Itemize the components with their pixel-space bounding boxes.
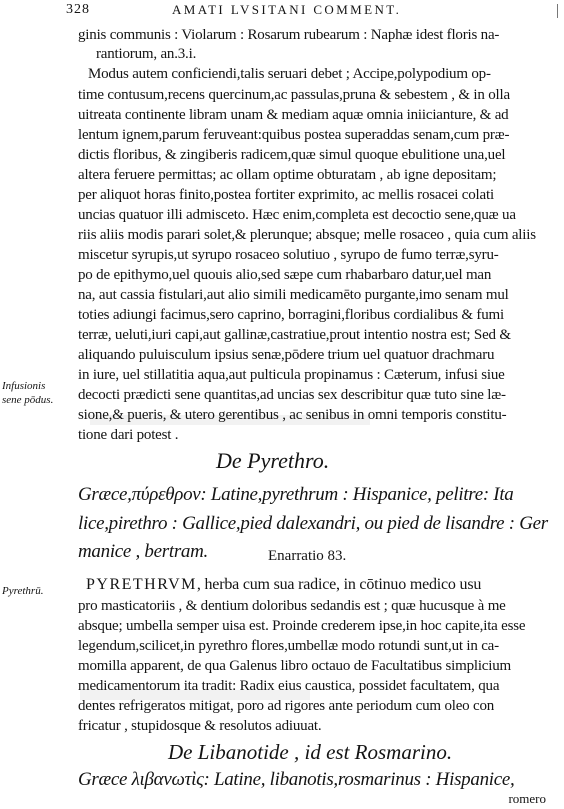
text-line: time contusum,recens quercinum,ac passulas,pruna & sebestem , & in olla [78, 87, 510, 103]
synonym-line: lice,pirethro : Gallice,pied dalexandri, ou pied de lisandre : Ger [78, 513, 548, 534]
text-line: uncias quatuor illi admisceto. Hæc enim,completa est decoctio sene,quæ ua [78, 207, 516, 223]
margin-note-line: sene pōdus. [2, 394, 54, 406]
text-line: toties adiungi facimus,sero caprino, borragini,floribus cordialibus & fumi [78, 307, 504, 323]
page-number: 328 [66, 2, 90, 17]
catchword: romero [508, 791, 546, 806]
text-line: pro masticatoriis , & dentium doloribus sedandis est ; quæ hucusque à me [78, 598, 506, 614]
synonym-line: Græce λιβανωτὶς: Latine, libanotis,rosmarinus : Hispanice, [78, 769, 515, 790]
text-line: absque; umbella semper uisa est. Proinde crederem ipse,in hoc capite,ita esse [78, 618, 526, 634]
text-line: medicamentorum ita tradit: Radix eius caustica, possidet facultatem, qua [78, 678, 500, 694]
text-line: miscetur syrupis,ut syrupo rosaceo solutiuo , syrupo de fumo terræ,syru- [78, 247, 499, 263]
text-line: decocti prædicti sene quantitas,ad uncias sex describitur quæ tuto sine læ- [78, 387, 506, 403]
text-line: na, aut cassia fistulari,aut alio simili medicamēto purgante,imo senam mul [78, 287, 509, 303]
drop-cap-word: PYRETHRVM [86, 576, 197, 593]
text-line: po de epithymo,uel quouis alio,sed sæpe cum rhabarbaro datur,uel man [78, 267, 492, 283]
synonym-line: manice , bertram. [78, 541, 208, 562]
text-line-rest: , herba cum sua radice, in cōtinuo medico usu [196, 576, 482, 593]
text-line: aliquando puluisculum ipsius senæ,pōdere trium uel quatuor drachmaru [78, 347, 495, 363]
text-line: momilla apparent, de qua Galenus libro octauo de Facultatibus simplicium [78, 658, 511, 674]
text-line: rantiorum, an.3.i. [96, 46, 197, 62]
margin-note-pyrethrum: Pyrethrū. [2, 585, 44, 597]
text-line: lentum ignem,parum feruveant:quibus postea superaddas senam,cum præ- [78, 127, 510, 143]
text-line: legendum,scilicet,in pyrethro flores,umbellæ modo rotundi sunt,ut in ca- [78, 638, 499, 654]
text-line: in iure, uel stillatitia aqua,aut pulticula propinamus : Cæterum, infusi siue [78, 367, 505, 383]
margin-note-line: Infusionis [2, 380, 46, 392]
text-line: altera feruere permittas; ac ollam optime obturatam , ab igne depositam; [78, 167, 497, 183]
enarratio-label: Enarratio 83. [268, 548, 347, 564]
text-line: uitreata continente libram unam & mediam aquæ omnia iniicianture, & ad [78, 107, 509, 123]
text-line: riis aliis modis parari solet,& plerunque; absque; melle rosaceo , quia cum aliis [78, 227, 536, 243]
section-heading-libanotis: De Libanotide , id est Rosmarino. [168, 740, 453, 764]
text-line: sione,& pueris, & utero gerentibus , ac senibus in omni temporis constitu- [78, 407, 507, 423]
synonym-line: Græce,πύρεθρον: Latine,pyrethrum : Hispanice, pelitre: Ita [78, 484, 514, 505]
text-line: terræ, ueluti,iuri capi,aut gallinæ,castratiue,prout intentio nostra est; Sed & [78, 327, 511, 343]
text-line: dictis floribus, & zingiberis radicem,quæ simul quoque ebulitione una,uel [78, 147, 506, 163]
text-line [86, 576, 481, 594]
margin-note-infusion [2, 379, 53, 407]
text-line: Modus autem conficiendi,talis seruari debet ; Accipe,polypodium op- [88, 66, 491, 82]
text-line: dentes refrigeratos mitigat, poro ad rigores ante periodum cum oleo con [78, 698, 495, 714]
section-heading-pyrethrum: De Pyrethro. [216, 448, 330, 473]
page-header [66, 2, 464, 24]
text-line: per aliquot horas finito,postea fortiter exprimito, ac mellis rosacei colati [78, 187, 494, 203]
text-line: tione dari potest . [78, 427, 179, 443]
text-line: fricatur , stupidosque & resolutos adiuuat. [78, 718, 322, 734]
running-title: AMATI LVSITANI COMMENT. [172, 2, 402, 17]
text-line: ginis communis : Violarum : Rosarum rubearum : Naphæ idest floris na- [78, 27, 500, 43]
page-edge [557, 4, 564, 18]
